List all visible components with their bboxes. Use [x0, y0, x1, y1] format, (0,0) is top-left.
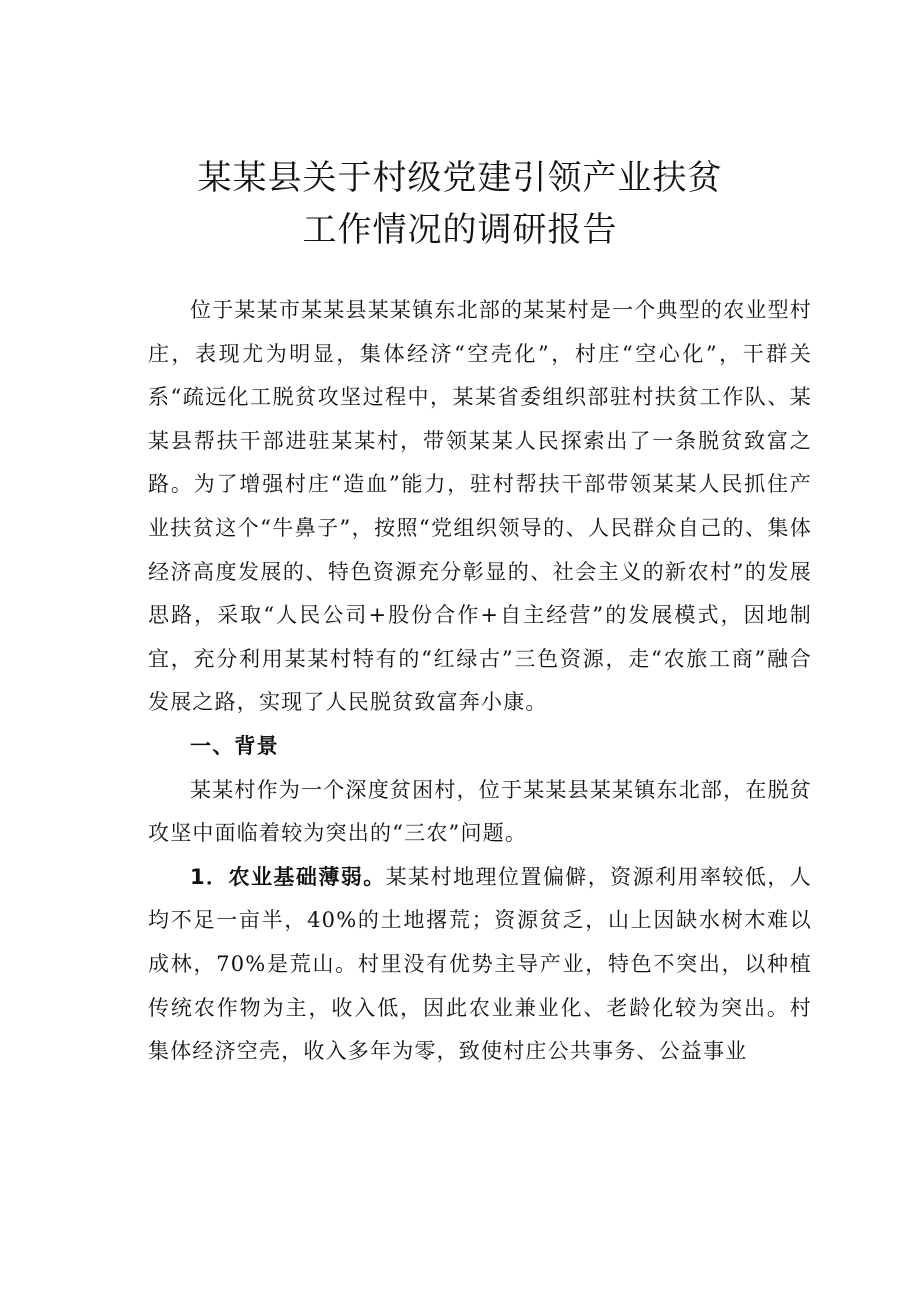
item-1-text: 某某村地理位置偏僻，资源利用率较低，人均不足一亩半，40%的土地撂荒；资源贫乏，山上因缺水树木难以成林，70%是荒山。村里没有优势主导产业，特色不突出，以种植传统农作物为主，收入低，因此农业兼业化、老龄化较为突出。村集体经济空壳，收入多年为零，致使村庄公共事务、公益事业	[148, 864, 812, 1064]
document-title	[0, 152, 920, 256]
section-heading-background: 一、背景	[190, 733, 279, 758]
document-body	[148, 289, 812, 1074]
item-1-lead: 1．农业基础薄弱。	[190, 864, 386, 889]
background-paragraph: 某某村作为一个深度贫困村，位于某某县某某镇东北部，在脱贫攻坚中面临着较为突出的“三农”问题。	[148, 777, 812, 846]
title-line-2: 工作情况的调研报告	[302, 210, 618, 250]
item-1-paragraph	[148, 856, 812, 1074]
title-line-1: 某某县关于村级党建引领产业扶贫	[197, 158, 723, 198]
intro-paragraph: 位于某某市某某县某某镇东北部的某某村是一个典型的农业型村庄，表现尤为明显，集体经济“空壳化”，村庄“空心化”，干群关系“疏远化工脱贫攻坚过程中，某某省委组织部驻村扶贫工作队、某某县帮扶干部进驻某某村，带领某某人民探索出了一条脱贫致富之路。为了增强村庄“造血”能力，驻村帮扶干部带领某某人民抓住产业扶贫这个“牛鼻子”，按照“党组织领导的、人民群众自己的、集体经济高度发展的、特色资源充分彰显的、社会主义的新农村”的发展思路，采取“人民公司+股份合作+自主经营”的发展模式，因地制宜，充分利用某某村特有的“红绿古”三色资源，走“农旅工商”融合发展之路，实现了人民脱贫致富奔小康。	[148, 298, 812, 715]
